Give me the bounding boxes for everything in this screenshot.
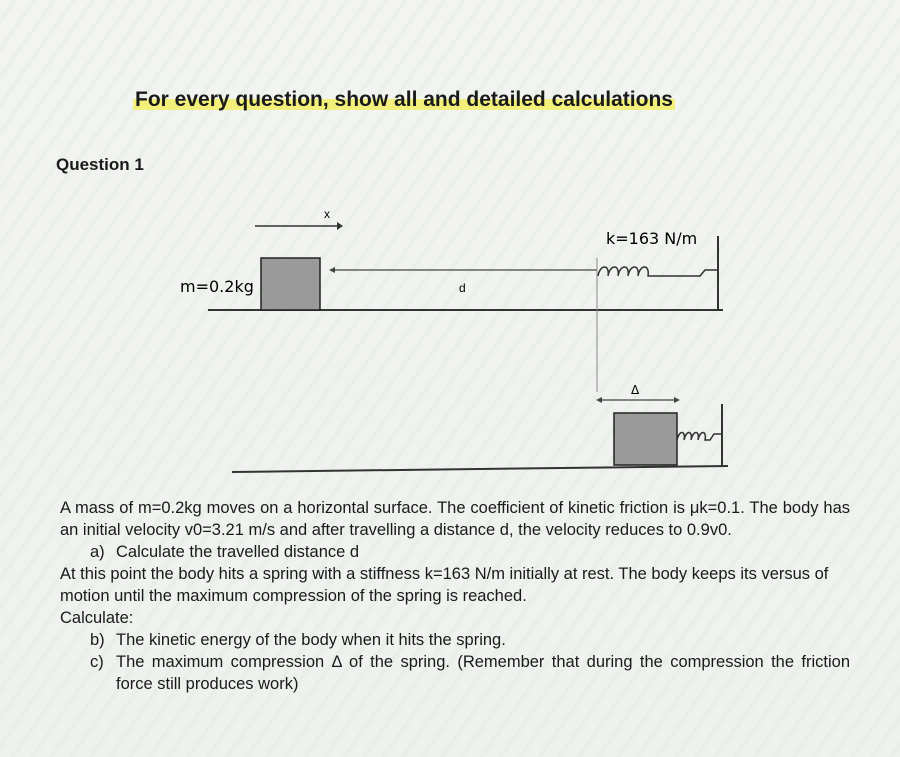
item-b-label: b) — [90, 631, 105, 649]
bottom-surface-line — [232, 466, 728, 472]
delta-arrow-left — [596, 397, 602, 403]
instructions-heading: For every question, show all and detailed calculations — [135, 88, 673, 111]
delta-arrow-right — [674, 397, 680, 403]
item-a-label: a) — [90, 543, 105, 561]
x-label: x — [324, 207, 330, 221]
spring-coil-top — [598, 267, 718, 276]
d-arrow-head — [329, 267, 335, 273]
d-label: d — [459, 281, 466, 295]
paragraph-2: At this point the body hits a spring with a stiffness k=163 N/m initially at rest. The body keeps its versus of motion until the maximum compression of the spring is reached. — [60, 565, 829, 605]
compressed-mass-block — [614, 413, 677, 465]
item-a-text: Calculate the travelled distance d — [116, 543, 360, 561]
item-c — [60, 651, 850, 695]
mass-label: m=0.2kg — [180, 277, 254, 296]
problem-text — [60, 497, 850, 695]
delta-label: Δ — [631, 383, 640, 397]
spring-label: k=163 N/m — [606, 229, 698, 248]
item-c-label: c) — [90, 653, 104, 671]
paragraph-1: A mass of m=0.2kg moves on a horizontal surface. The coefficient of kinetic friction is μk=0.1. The body has an initial velocity v0=3.21 m/s and after travelling a distance d, the velocity reduces to 0.9v0. — [60, 499, 850, 539]
item-c-text: The maximum compression Δ of the spring. (Remember that during the compression the friction force still produces work) — [116, 653, 850, 693]
calculate-label: Calculate: — [60, 609, 134, 627]
question-label: Question 1 — [56, 155, 144, 174]
item-b-text: The kinetic energy of the body when it hits the spring. — [116, 631, 506, 649]
item-b — [60, 629, 850, 651]
mass-block — [261, 258, 320, 310]
item-a — [60, 541, 850, 563]
spring-coil-compressed — [677, 433, 722, 441]
x-arrow-head — [337, 222, 343, 230]
